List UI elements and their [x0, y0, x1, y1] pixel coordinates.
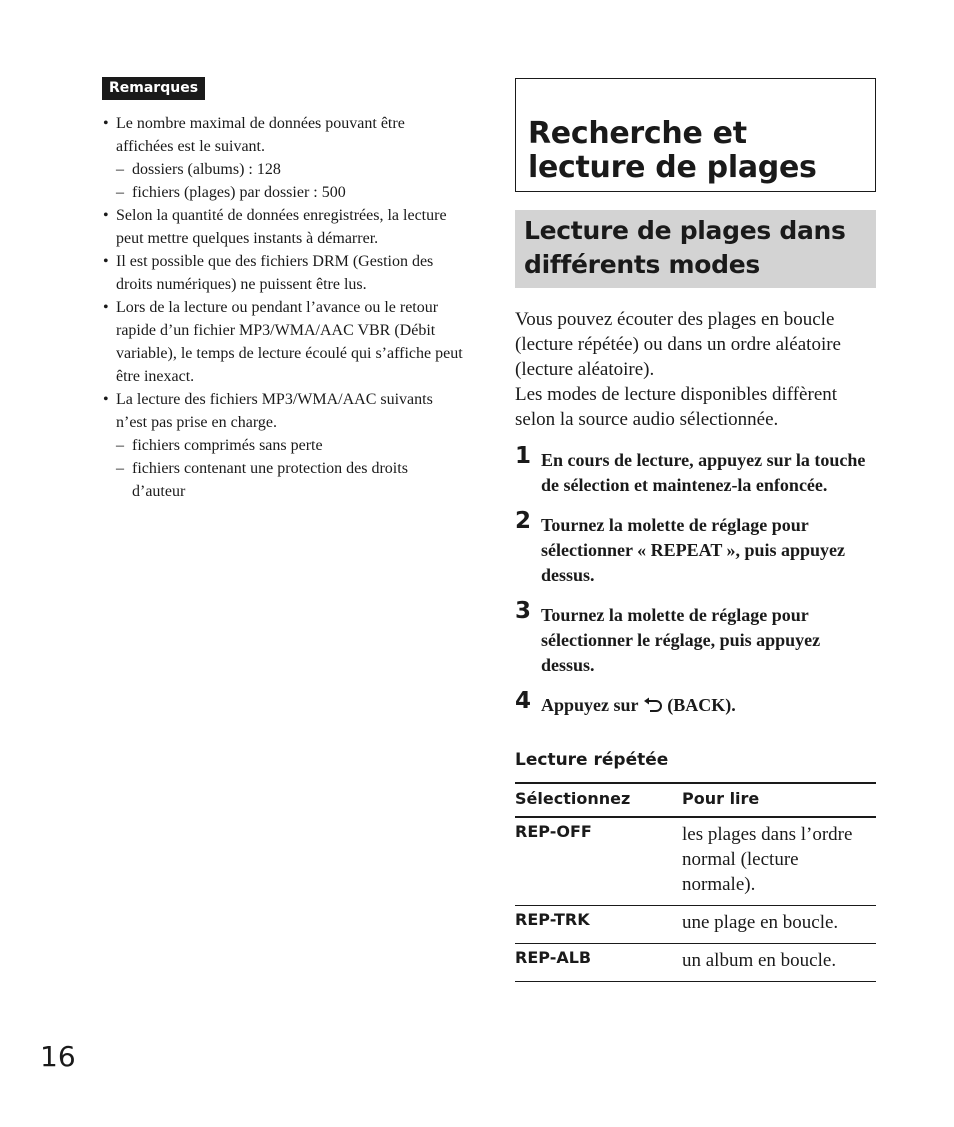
remark-subitem: – dossiers (albums) : 128 — [116, 158, 464, 181]
table-row — [515, 944, 876, 982]
intro-paragraph: Les modes de lecture disponibles diffèrent selon la source audio sélectionnée. — [515, 384, 838, 430]
remark-item — [102, 388, 464, 503]
table-row — [515, 906, 876, 944]
remark-text: Selon la quantité de données enregistrées, la lecture peut mettre quelques instants à démarrer. — [116, 207, 447, 247]
mode-name: REP-TRK — [515, 906, 682, 944]
remark-subitem: – fichiers (plages) par dossier : 500 — [116, 181, 464, 204]
column-header-select: Sélectionnez — [515, 783, 682, 817]
step-text-before: Appuyez sur — [541, 695, 643, 715]
repeat-heading: Lecture répétée — [515, 750, 669, 770]
mode-name: REP-OFF — [515, 817, 682, 906]
step-item — [515, 443, 876, 498]
step-text: En cours de lecture, appuyez sur la touche de sélection et maintenez-la enfoncée. — [541, 450, 866, 495]
remarks-column — [102, 77, 464, 503]
remarks-label: Remarques — [102, 77, 205, 100]
remark-sublist — [116, 158, 464, 204]
mode-description: un album en boucle. — [682, 944, 876, 982]
remark-subitem: – fichiers comprimés sans perte — [116, 434, 464, 457]
remarks-list — [102, 112, 464, 503]
remark-subitem: – fichiers contenant une protection des droits d’auteur — [116, 457, 464, 503]
main-column — [515, 78, 876, 982]
step-item — [515, 688, 876, 718]
steps-list — [515, 443, 876, 718]
remark-text: Il est possible que des fichiers DRM (Gestion des droits numériques) ne puissent être lus. — [116, 253, 434, 293]
chapter-title: Recherche et lecture de plages — [515, 78, 876, 192]
remark-sublist — [116, 434, 464, 503]
step-number: 2 — [515, 508, 532, 534]
table-row — [515, 817, 876, 906]
step-text: Tournez la molette de réglage pour sélectionner « REPEAT », puis appuyez dessus. — [541, 515, 846, 585]
step-item — [515, 598, 876, 678]
remark-text: La lecture des fichiers MP3/WMA/AAC suivants n’est pas prise en charge. — [116, 391, 433, 431]
step-number: 3 — [515, 598, 532, 624]
page-number: 16 — [40, 1040, 76, 1073]
back-arrow-icon — [643, 695, 663, 711]
step-number: 4 — [515, 688, 532, 714]
remark-text: Lors de la lecture ou pendant l’avance ou le retour rapide d’un fichier MP3/WMA/AAC VBR (Débit variable), le temps de lecture écoulé qui s’affiche peut être inexact. — [116, 299, 463, 385]
column-header-play: Pour lire — [682, 783, 876, 817]
remark-item — [102, 204, 464, 250]
section-title: Lecture de plages dans différents modes — [515, 210, 876, 288]
remark-item — [102, 112, 464, 204]
intro-text — [515, 307, 876, 432]
intro-paragraph: Vous pouvez écouter des plages en boucle (lecture répétée) ou dans un ordre aléatoire (lecture aléatoire). — [515, 309, 841, 380]
repeat-table — [515, 782, 876, 982]
remark-item — [102, 250, 464, 296]
mode-description: les plages dans l’ordre normal (lecture normale). — [682, 817, 876, 906]
step-text-after: (BACK). — [662, 695, 736, 715]
table-header-row — [515, 783, 876, 817]
remark-text: Le nombre maximal de données pouvant être affichées est le suivant. — [116, 115, 405, 155]
mode-description: une plage en boucle. — [682, 906, 876, 944]
step-item — [515, 508, 876, 588]
mode-name: REP-ALB — [515, 944, 682, 982]
remark-item — [102, 296, 464, 388]
step-text: Tournez la molette de réglage pour sélectionner le réglage, puis appuyez dessus. — [541, 605, 821, 675]
step-number: 1 — [515, 443, 532, 469]
